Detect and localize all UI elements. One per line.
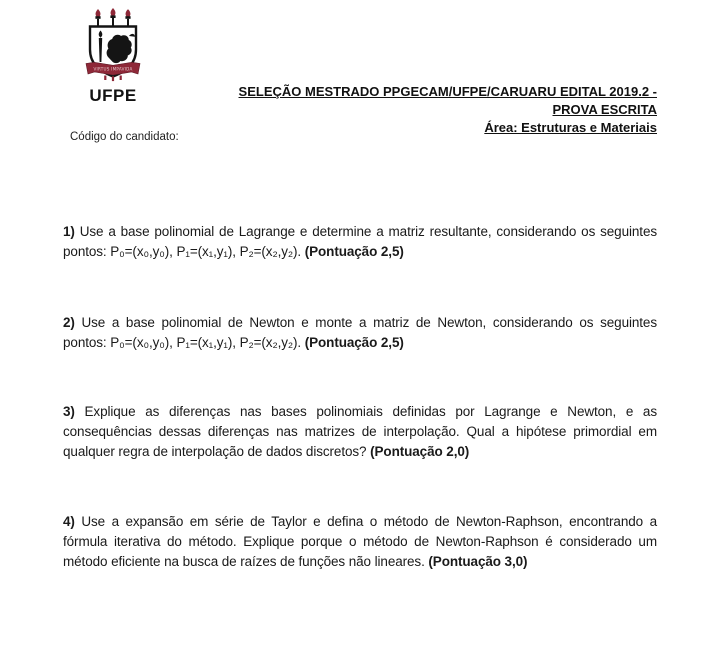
question-3: [63, 402, 657, 462]
question-3-text: Explique as diferenças nas bases polinomiais definidas por Lagrange e Newton, e as consequências dessas diferenças nas matrizes de interpolação. Qual a hipótese primordial em qualquer regra de interpolação de dados discretos?: [63, 404, 657, 459]
candidate-code-label: Código do candidato:: [70, 131, 179, 143]
header-area: Área: Estruturas e Materiais: [484, 120, 657, 135]
question-2-text: Use a base polinomial de Newton e monte a matriz de Newton, considerando os seguintes pontos: P₀=(x₀,y₀), P₁=(x₁,y₁), P₂=(x₂,y₂).: [63, 315, 657, 350]
question-4-score: (Pontuação 3,0): [428, 554, 528, 569]
question-4-number: 4): [63, 514, 75, 529]
banner-marks-icon: [104, 76, 122, 82]
exam-header: [77, 83, 657, 137]
header-line-1: [77, 83, 657, 101]
header-subtitle: PROVA ESCRITA: [552, 102, 657, 117]
question-2: [63, 313, 657, 353]
motto-text: VIRTUS IMPAVIDA: [93, 66, 133, 72]
question-2-number: 2): [63, 315, 75, 330]
question-3-score: (Pontuação 2,0): [370, 444, 470, 459]
question-3-number: 3): [63, 404, 75, 419]
question-4-text: Use a expansão em série de Taylor e defina o método de Newton-Raphson, encontrando a fórmula iterativa do método. Explique porque o método de Newton-Raphson é considerado um método eficiente na busca de raízes de funções não lineares.: [63, 514, 657, 569]
torches-icon: [95, 8, 130, 26]
question-1-text: Use a base polinomial de Lagrange e determine a matriz resultante, considerando os seguintes pontos: P₀=(x₀,y₀), P₁=(x₁,y₁), P₂=(x₂,y₂).: [63, 224, 657, 259]
question-2-score: (Pontuação 2,5): [304, 335, 404, 350]
header-line-2: [77, 101, 657, 119]
ufpe-acronym: UFPE: [89, 86, 137, 105]
ufpe-crest-icon: [85, 8, 141, 84]
question-1-score: (Pontuação 2,5): [304, 244, 404, 259]
question-1: [63, 222, 657, 262]
question-1-number: 1): [63, 224, 75, 239]
question-4: [63, 512, 657, 572]
header-title: SELEÇÃO MESTRADO PPGECAM/UFPE/CARUARU EDITAL 2019.2 -: [238, 84, 657, 99]
